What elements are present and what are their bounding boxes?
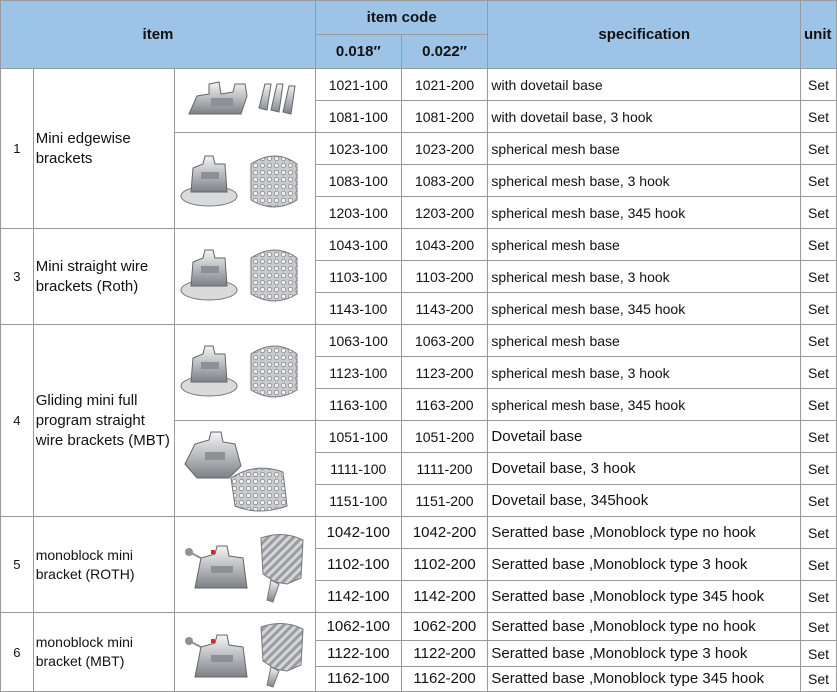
code-018: 1143-100 xyxy=(315,293,401,325)
specification: Dovetail base xyxy=(488,421,801,453)
code-022: 1063-200 xyxy=(401,325,488,357)
code-022: 1021-200 xyxy=(401,69,488,101)
unit: Set xyxy=(801,69,837,101)
group-name: monoblock mini bracket (MBT) xyxy=(33,613,174,692)
group-name: Mini straight wire brackets (Roth) xyxy=(33,229,174,325)
unit: Set xyxy=(801,133,837,165)
bracket-dovetail-image xyxy=(174,69,315,133)
unit: Set xyxy=(801,101,837,133)
specification: spherical mesh base, 3 hook xyxy=(488,165,801,197)
header-code-018: 0.018″ xyxy=(315,35,401,69)
code-018: 1062-100 xyxy=(315,613,401,641)
unit: Set xyxy=(801,453,837,485)
header-specification: specification xyxy=(488,1,801,69)
code-022: 1143-200 xyxy=(401,293,488,325)
code-022: 1163-200 xyxy=(401,389,488,421)
code-022: 1042-200 xyxy=(401,517,488,549)
unit: Set xyxy=(801,517,837,549)
group-number: 4 xyxy=(1,325,34,517)
unit: Set xyxy=(801,261,837,293)
unit: Set xyxy=(801,229,837,261)
specification: Seratted base ,Monoblock type no hook xyxy=(488,613,801,641)
group-name: monoblock mini bracket (ROTH) xyxy=(33,517,174,613)
unit: Set xyxy=(801,666,837,691)
unit: Set xyxy=(801,549,837,581)
unit: Set xyxy=(801,389,837,421)
specification: Seratted base ,Monoblock type 3 hook xyxy=(488,549,801,581)
code-018: 1051-100 xyxy=(315,421,401,453)
group-name: Mini edgewise brackets xyxy=(33,69,174,229)
specification: spherical mesh base, 345 hook xyxy=(488,389,801,421)
code-018: 1203-100 xyxy=(315,197,401,229)
unit: Set xyxy=(801,485,837,517)
code-018: 1142-100 xyxy=(315,581,401,613)
unit: Set xyxy=(801,165,837,197)
header-unit: unit xyxy=(801,1,837,69)
bracket-dovetail-mesh-image xyxy=(174,421,315,517)
code-022: 1051-200 xyxy=(401,421,488,453)
unit: Set xyxy=(801,641,837,666)
code-022: 1023-200 xyxy=(401,133,488,165)
unit: Set xyxy=(801,197,837,229)
specification: spherical mesh base xyxy=(488,133,801,165)
code-022: 1203-200 xyxy=(401,197,488,229)
specification: spherical mesh base, 3 hook xyxy=(488,357,801,389)
specification: with dovetail base, 3 hook xyxy=(488,101,801,133)
code-022: 1111-200 xyxy=(401,453,488,485)
specification: Seratted base ,Monoblock type 345 hook xyxy=(488,666,801,691)
unit: Set xyxy=(801,613,837,641)
code-022: 1043-200 xyxy=(401,229,488,261)
bracket-mesh-image xyxy=(174,229,315,325)
bracket-monoblock-image xyxy=(174,613,315,692)
specification: Dovetail base, 345hook xyxy=(488,485,801,517)
specification: spherical mesh base xyxy=(488,229,801,261)
specification: Dovetail base, 3 hook xyxy=(488,453,801,485)
code-018: 1023-100 xyxy=(315,133,401,165)
code-018: 1042-100 xyxy=(315,517,401,549)
specification: Seratted base ,Monoblock type 345 hook xyxy=(488,581,801,613)
specification: Seratted base ,Monoblock type 3 hook xyxy=(488,641,801,666)
code-022: 1123-200 xyxy=(401,357,488,389)
group-number: 1 xyxy=(1,69,34,229)
specification: spherical mesh base, 345 hook xyxy=(488,293,801,325)
code-022: 1151-200 xyxy=(401,485,488,517)
group-number: 6 xyxy=(1,613,34,692)
code-018: 1162-100 xyxy=(315,666,401,691)
code-018: 1163-100 xyxy=(315,389,401,421)
code-022: 1081-200 xyxy=(401,101,488,133)
code-018: 1081-100 xyxy=(315,101,401,133)
code-022: 1083-200 xyxy=(401,165,488,197)
unit: Set xyxy=(801,293,837,325)
header-item-code: item code xyxy=(315,1,488,35)
specification: spherical mesh base, 345 hook xyxy=(488,197,801,229)
unit: Set xyxy=(801,421,837,453)
code-018: 1083-100 xyxy=(315,165,401,197)
code-018: 1122-100 xyxy=(315,641,401,666)
specification: spherical mesh base, 3 hook xyxy=(488,261,801,293)
group-number: 3 xyxy=(1,229,34,325)
unit: Set xyxy=(801,325,837,357)
bracket-mesh-image xyxy=(174,325,315,421)
bracket-mesh-image xyxy=(174,133,315,229)
code-018: 1123-100 xyxy=(315,357,401,389)
code-022: 1062-200 xyxy=(401,613,488,641)
specification: spherical mesh base xyxy=(488,325,801,357)
code-018: 1021-100 xyxy=(315,69,401,101)
code-022: 1102-200 xyxy=(401,549,488,581)
unit: Set xyxy=(801,581,837,613)
code-022: 1103-200 xyxy=(401,261,488,293)
group-name: Gliding mini full program straight wire brackets (MBT) xyxy=(33,325,174,517)
group-number: 5 xyxy=(1,517,34,613)
code-018: 1111-100 xyxy=(315,453,401,485)
code-018: 1102-100 xyxy=(315,549,401,581)
code-022: 1142-200 xyxy=(401,581,488,613)
unit: Set xyxy=(801,357,837,389)
specification: with dovetail base xyxy=(488,69,801,101)
code-022: 1122-200 xyxy=(401,641,488,666)
code-022: 1162-200 xyxy=(401,666,488,691)
code-018: 1063-100 xyxy=(315,325,401,357)
header-item: item xyxy=(1,1,316,69)
header-code-022: 0.022″ xyxy=(401,35,488,69)
code-018: 1043-100 xyxy=(315,229,401,261)
code-018: 1103-100 xyxy=(315,261,401,293)
bracket-monoblock-image xyxy=(174,517,315,613)
specification: Seratted base ,Monoblock type no hook xyxy=(488,517,801,549)
code-018: 1151-100 xyxy=(315,485,401,517)
